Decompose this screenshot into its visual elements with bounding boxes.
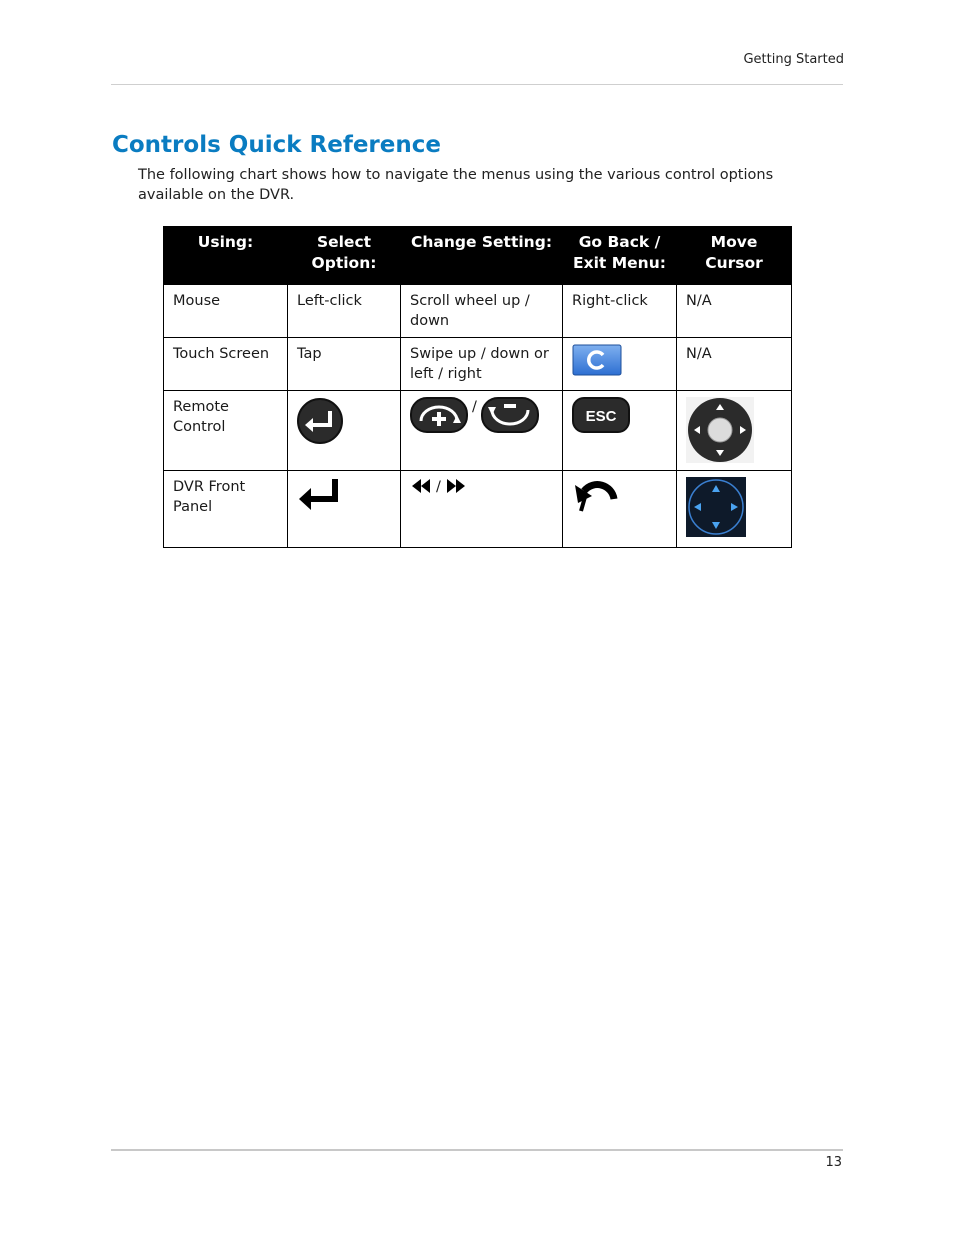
cell-select [288,391,401,471]
cell-using: Mouse [164,285,288,338]
cell-change: Swipe up / down or left / right [401,338,563,391]
cell-move: N/A [677,285,792,338]
column-header-using: Using: [164,227,288,285]
cell-select [288,471,401,548]
change-separator: / [472,399,477,415]
remote-esc-button-icon [572,397,630,433]
panel-fast-forward-icon [445,477,467,495]
cell-back [563,471,677,548]
cell-using: Touch Screen [164,338,288,391]
cell-using: Remote Control [164,391,288,471]
column-header-back: Go Back / Exit Menu: [563,227,677,285]
cell-change: Scroll wheel up / down [401,285,563,338]
cell-change [401,471,563,548]
remote-plus-button-icon [410,397,468,433]
page-number: 13 [825,1155,842,1170]
touch-c-button-icon [572,344,622,376]
header-section-label: Getting Started [743,52,844,67]
cell-using: DVR Front Panel [164,471,288,548]
table-header-row [164,227,792,285]
table-row [164,471,792,548]
column-header-change: Change Setting: [401,227,563,285]
table-row [164,285,792,338]
cell-move: N/A [677,338,792,391]
cell-back [563,391,677,471]
svg-text:ESC: ESC [585,408,617,425]
cell-move [677,391,792,471]
cell-back: Right-click [563,285,677,338]
panel-enter-arrow-icon [297,477,343,513]
cell-select: Left-click [288,285,401,338]
remote-minus-button-icon [481,397,539,433]
intro-paragraph: The following chart shows how to navigate the menus using the various control options available on the DVR. [138,167,774,203]
controls-reference-table [163,226,792,548]
footer-rule [111,1149,843,1151]
panel-rewind-icon [410,477,432,495]
column-header-move: Move Cursor [677,227,792,285]
column-header-select: Select Option: [288,227,401,285]
remote-direction-pad-icon [686,397,754,463]
table-row [164,391,792,471]
cell-move [677,471,792,548]
header-rule [111,84,843,85]
cell-back [563,338,677,391]
cell-select: Tap [288,338,401,391]
page-title: Controls Quick Reference [112,132,441,158]
cell-change [401,391,563,471]
remote-enter-button-icon [297,397,343,445]
change-separator: / [436,479,441,495]
panel-back-arrow-icon [572,477,618,515]
table-row [164,338,792,391]
panel-direction-pad-icon [686,477,746,537]
